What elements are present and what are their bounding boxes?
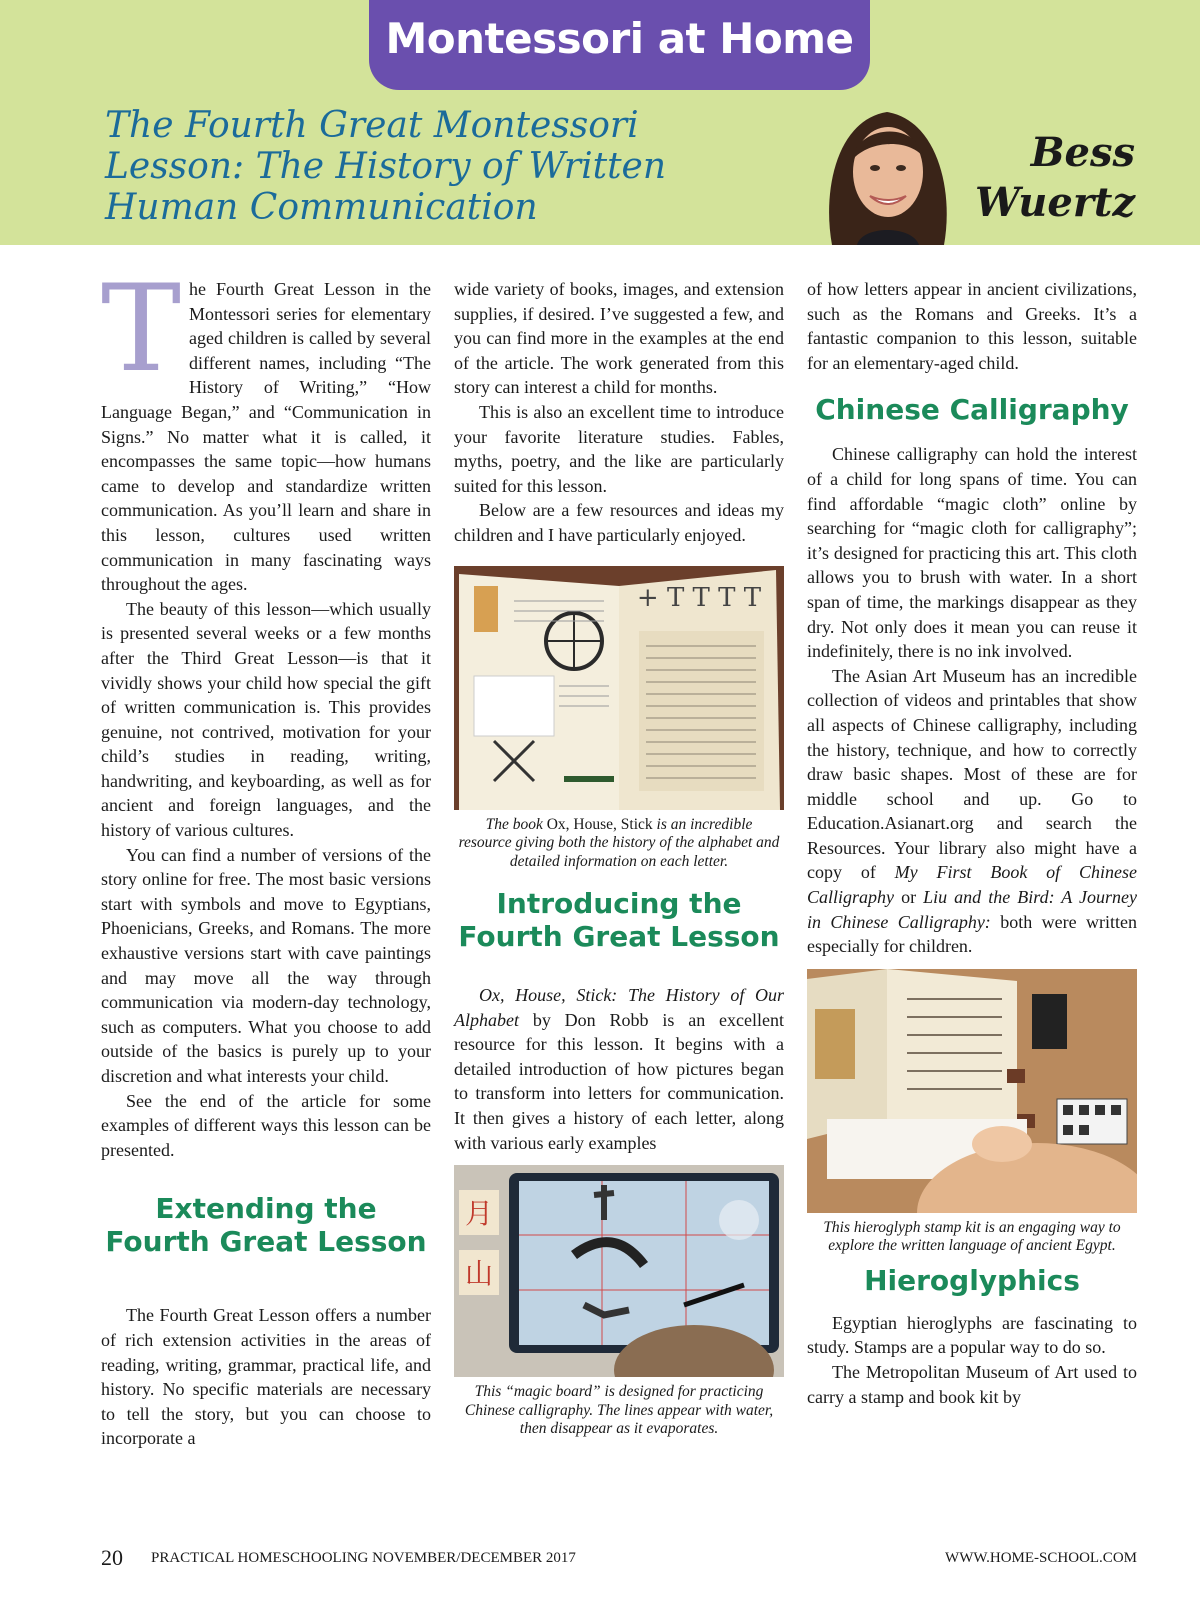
paragraph: of how letters appear in ancient civilizations, such as the Romans and Greeks. It’s a fantastic companion to this lesson, suitable for an elementary-aged child. [807, 279, 1137, 373]
paragraph: Egyptian hieroglyphs are fascinating to study. Stamps are a popular way to do so. [807, 1312, 1137, 1358]
title-line: The Fourth Great Montessori [105, 105, 639, 146]
svg-text:山: 山 [464, 1257, 494, 1291]
paragraph: The Metropolitan Museum of Art used to carry a stamp and book kit by [807, 1362, 1137, 1407]
section-title: Montessori at Home [385, 14, 854, 63]
column-1 [101, 260, 431, 1451]
section-tab [369, 0, 870, 90]
section-heading: Chinese Calligraphy [815, 393, 1129, 427]
svg-text:月: 月 [464, 1197, 494, 1231]
drop-cap: T [101, 260, 182, 399]
photo-caption: The book Ox, House, Stick is an incredible resource giving both the history of the alphabet and detailed information on each letter. [458, 815, 780, 870]
header-band [0, 0, 1200, 245]
paragraph: The beauty of this lesson—which usually is presented several weeks or a few months after the Third Great Lesson—is that it vividly shows your child how special the gift of written communication is. This provides genuine, not contrived, motivation for your child’s studies in reading, writing, handwriting, and keyboarding, as well as for ancient and foreign languages, and the history of various cultures. [101, 598, 431, 841]
section-heading: Hieroglyphics [864, 1263, 1080, 1297]
section-heading: Introducing the Fourth Great Lesson [458, 887, 780, 954]
paragraph: Below are a few resources and ideas my children and I have particularly enjoyed. [454, 500, 784, 545]
svg-text:+ T T T T: + T T T T [636, 582, 762, 613]
author-last-name: Wuertz [975, 179, 1136, 226]
publication-line: PRACTICAL HOMESCHOOLING NOVEMBER/DECEMBER 2017 [151, 1550, 576, 1566]
photo-caption: This hieroglyph stamp kit is an engaging way to explore the written language of ancient Egypt. [823, 1218, 1121, 1255]
page-number: 20 [101, 1545, 123, 1570]
section-heading: Extending the Fourth Great Lesson [105, 1192, 427, 1259]
column-3 [807, 277, 1137, 1409]
magic-board-photo [454, 1165, 784, 1377]
book-photo [454, 566, 784, 810]
paragraph: Chinese calligraphy can hold the interest of a child for long spans of time. You can find affordable “magic cloth” online by searching for “magic cloth for calligraphy”; it’s designed for practicing this art. This cloth allows you to brush with water. In a short span of time, the markings disappear as they dry. Not only does it mean you can reuse it indefinitely, there is no ink involved. [807, 444, 1137, 662]
title-line: Lesson: The History of Written [105, 146, 667, 187]
author-portrait [812, 100, 962, 245]
author-first-name: Bess [1030, 129, 1135, 176]
paragraph: This is also an excellent time to introduce your favorite literature studies. Fables, myths, poetry, and the like are particularly suited for this lesson. [454, 401, 784, 496]
paragraph: Ox, House, Stick: The History of Our Alphabet by Don Robb is an excellent resource for this lesson. It begins with a detailed introduction of how pictures began to transform into letters for communication. It then gives a history of each letter, along with various early examples [454, 985, 784, 1153]
title-line: Human Communication [105, 187, 538, 228]
paragraph: You can find a number of versions of the story online for free. The most basic versions start with symbols and move to Egyptians, Phoenicians, Greeks, and Romans. The more exhaustive versions start with cave paintings and may move all the way through communication via modern-day technology, such as computers. What you choose to add outside of the basics is purely up to your discretion and what interests your child. [101, 844, 431, 1086]
paragraph: wide variety of books, images, and extension supplies, if desired. I’ve suggested a few, and you can find more in the examples at the end of the article. The work generated from this story can interest a child for months. [454, 279, 784, 398]
website-url: WWW.HOME-SCHOOL.COM [945, 1550, 1137, 1566]
column-2 [454, 277, 784, 1439]
paragraph: See the end of the article for some examples of different ways this lesson can be presented. [101, 1090, 431, 1160]
photo-caption: This “magic board” is designed for practicing Chinese calligraphy. The lines appear with water, then disappear as it evaporates. [464, 1383, 774, 1438]
paragraph: The Asian Art Museum has an incredible collection of videos and printables that show all aspects of Chinese calligraphy, including the history, technique, and how to correctly draw basic shapes. Most of these are for middle school and up. Go to Education.Asianart.org and search the Resources. Your library also might have a copy of My First Book of Chinese Calligraphy or Liu and the Bird: A Journey in Chinese Calligraphy: both were written especially for children. [807, 665, 1138, 957]
stamp-kit-photo [807, 969, 1137, 1213]
paragraph: The Fourth Great Lesson offers a number of rich extension activities in the areas of reading, writing, grammar, practical life, and history. No specific materials are necessary to tell the story, but you can choose to incorporate a [101, 1305, 431, 1449]
paragraph: The Fourth Great Lesson in the Montessori series for elementary aged children is called by several different names, including “The History of Writing,” “How Language Began,” and “Communication in Signs.” No matter what it is called, it encompasses the same topic—how humans came to develop and standardize written communication. As you’ll learn and share in this lesson, cultures used written communication in many fascinating ways throughout the ages. [101, 260, 431, 595]
article-title [105, 105, 745, 228]
author-name [975, 128, 1135, 228]
